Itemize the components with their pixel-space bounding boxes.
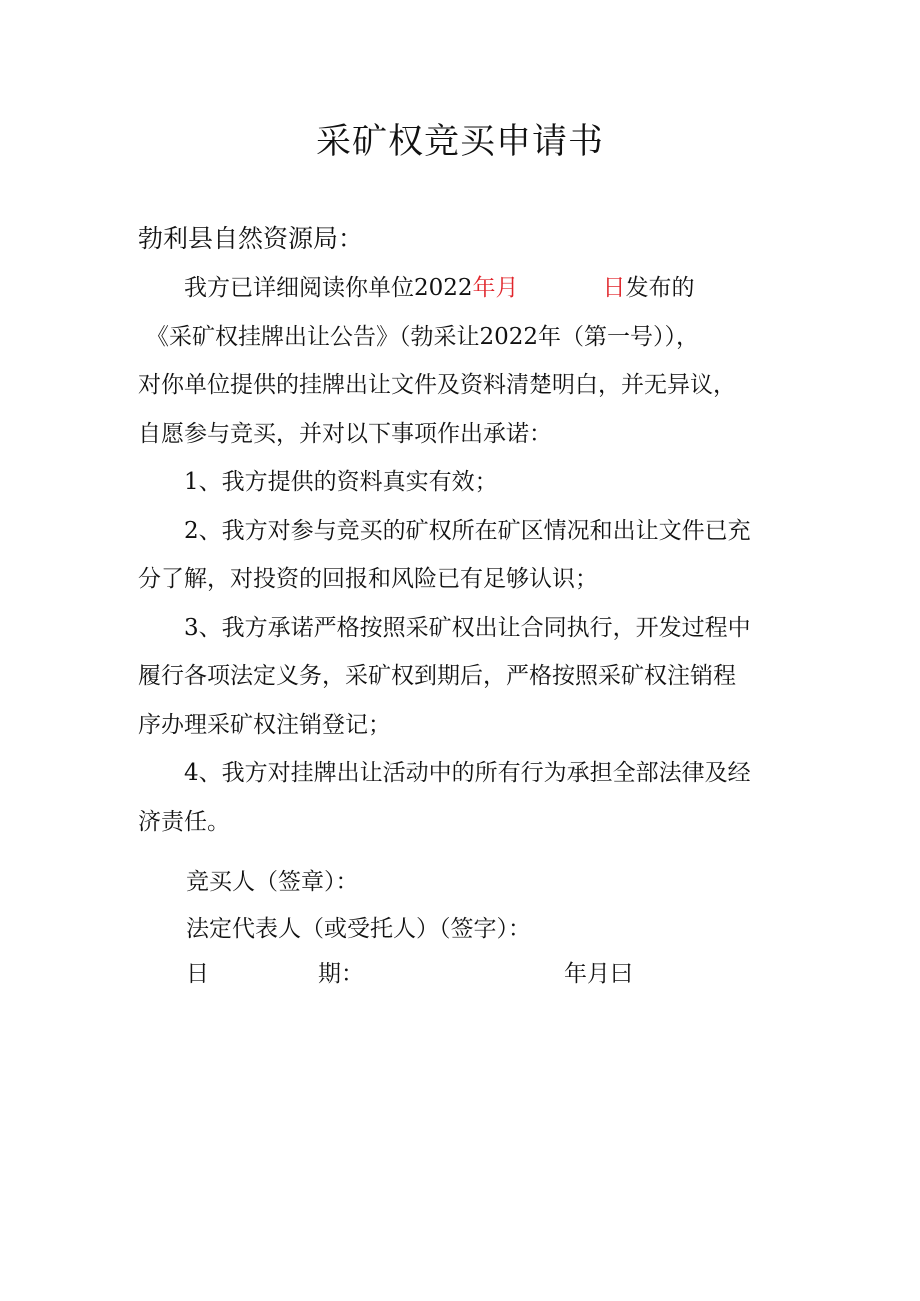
intro-text-tail: 发布的	[625, 275, 695, 301]
document-body	[138, 264, 788, 846]
year-month-placeholder: 年月	[472, 275, 519, 301]
item-2-line-1: 2、我方对参与竞买的矿权所在矿区情况和出让文件已充	[184, 517, 751, 544]
paragraph-intro-line-2: 《采矿权挂牌出让公告》（勃采让2022年（第一号）），	[146, 323, 700, 350]
item-4-line-1: 4、我方对挂牌出让活动中的所有行为承担全部法律及经	[184, 760, 751, 786]
document-title: 采矿权竞买申请书	[315, 122, 604, 162]
item-3-line-1: 3、我方承诺严格按照采矿权出让合同执行，开发过程中	[184, 614, 751, 641]
date-label-qi: 期：	[318, 961, 364, 987]
paragraph-intro-line-4: 自愿参与竞买，并对以下事项作出承诺：	[138, 420, 552, 447]
date-label-ri: 日	[186, 961, 209, 987]
item-3-line-3: 序办理采矿权注销登记；	[138, 711, 391, 738]
paragraph-intro-line-3: 对你单位提供的挂牌出让文件及资料清楚明白，并无异议，	[138, 372, 736, 398]
representative-signature-line: 法定代表人（或受托人）（签字）：	[186, 916, 531, 942]
bidder-signature-line: 竞买人（签章）：	[186, 869, 359, 895]
addressee: 勃利县自然资源局：	[138, 224, 364, 253]
day-placeholder: 日	[602, 275, 626, 301]
paragraph-intro-line-1	[138, 264, 788, 313]
item-1-line-1: 1、我方提供的资料真实有效；	[184, 469, 498, 495]
date-value-placeholder: 年月曰	[564, 961, 633, 987]
intro-text: 我方已详细阅读你单位2022	[184, 275, 473, 301]
item-2-line-2: 分了解，对投资的回报和风险已有足够认识；	[138, 566, 598, 592]
item-3-line-2: 履行各项法定义务，采矿权到期后，严格按照采矿权注销程	[138, 663, 736, 689]
item-4-line-2: 济责任。	[138, 808, 230, 835]
